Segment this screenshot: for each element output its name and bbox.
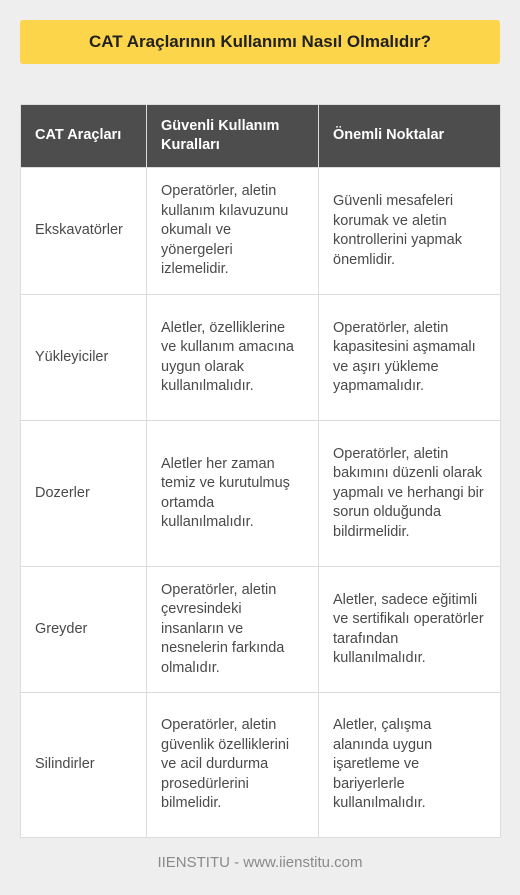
tool-name-cell: Dozerler <box>21 421 147 567</box>
table-header-row <box>21 105 501 168</box>
table-row <box>21 295 501 421</box>
tool-name-cell: Yükleyiciler <box>21 295 147 421</box>
rule-cell: Aletler her zaman temiz ve kurutulmuş ortamda kullanılmalıdır. <box>147 421 319 567</box>
table-row <box>21 567 501 693</box>
note-cell: Operatörler, aletin kapasitesini aşmamalı ve aşırı yükleme yapmamalıdır. <box>319 295 501 421</box>
note-cell: Aletler, sadece eğitimli ve sertifikalı operatörler tarafından kullanılmalıdır. <box>319 567 501 693</box>
table-row <box>21 168 501 295</box>
header-cat-tools: CAT Araçları <box>21 105 147 168</box>
header-important-points: Önemli Noktalar <box>319 105 501 168</box>
rule-cell: Aletler, özelliklerine ve kullanım amacına uygun olarak kullanılmalıdır. <box>147 295 319 421</box>
note-cell: Aletler, çalışma alanında uygun işaretleme ve bariyerlerle kullanılmalıdır. <box>319 693 501 838</box>
tool-name-cell: Ekskavatörler <box>21 168 147 295</box>
note-cell: Güvenli mesafeleri korumak ve aletin kontrollerini yapmak önemlidir. <box>319 168 501 295</box>
rule-cell: Operatörler, aletin güvenlik özelliklerini ve acil durdurma prosedürlerini bilmelidir. <box>147 693 319 838</box>
note-cell: Operatörler, aletin bakımını düzenli olarak yapmalı ve herhangi bir sorun olduğunda bildirmelidir. <box>319 421 501 567</box>
footer-credit: IIENSTITU - www.iienstitu.com <box>157 854 363 871</box>
rule-cell: Operatörler, aletin çevresindeki insanların ve nesnelerin farkında olmalıdır. <box>147 567 319 693</box>
tool-name-cell: Silindirler <box>21 693 147 838</box>
tool-name-cell: Greyder <box>21 567 147 693</box>
table-row <box>21 693 501 838</box>
header-safe-usage-rules: Güvenli Kullanım Kuralları <box>147 105 319 168</box>
table-row <box>21 421 501 567</box>
cat-tools-table <box>20 104 501 838</box>
page-title: CAT Araçlarının Kullanımı Nasıl Olmalıdır? <box>20 20 500 64</box>
rule-cell: Operatörler, aletin kullanım kılavuzunu okumalı ve yönergeleri izlemelidir. <box>147 168 319 295</box>
